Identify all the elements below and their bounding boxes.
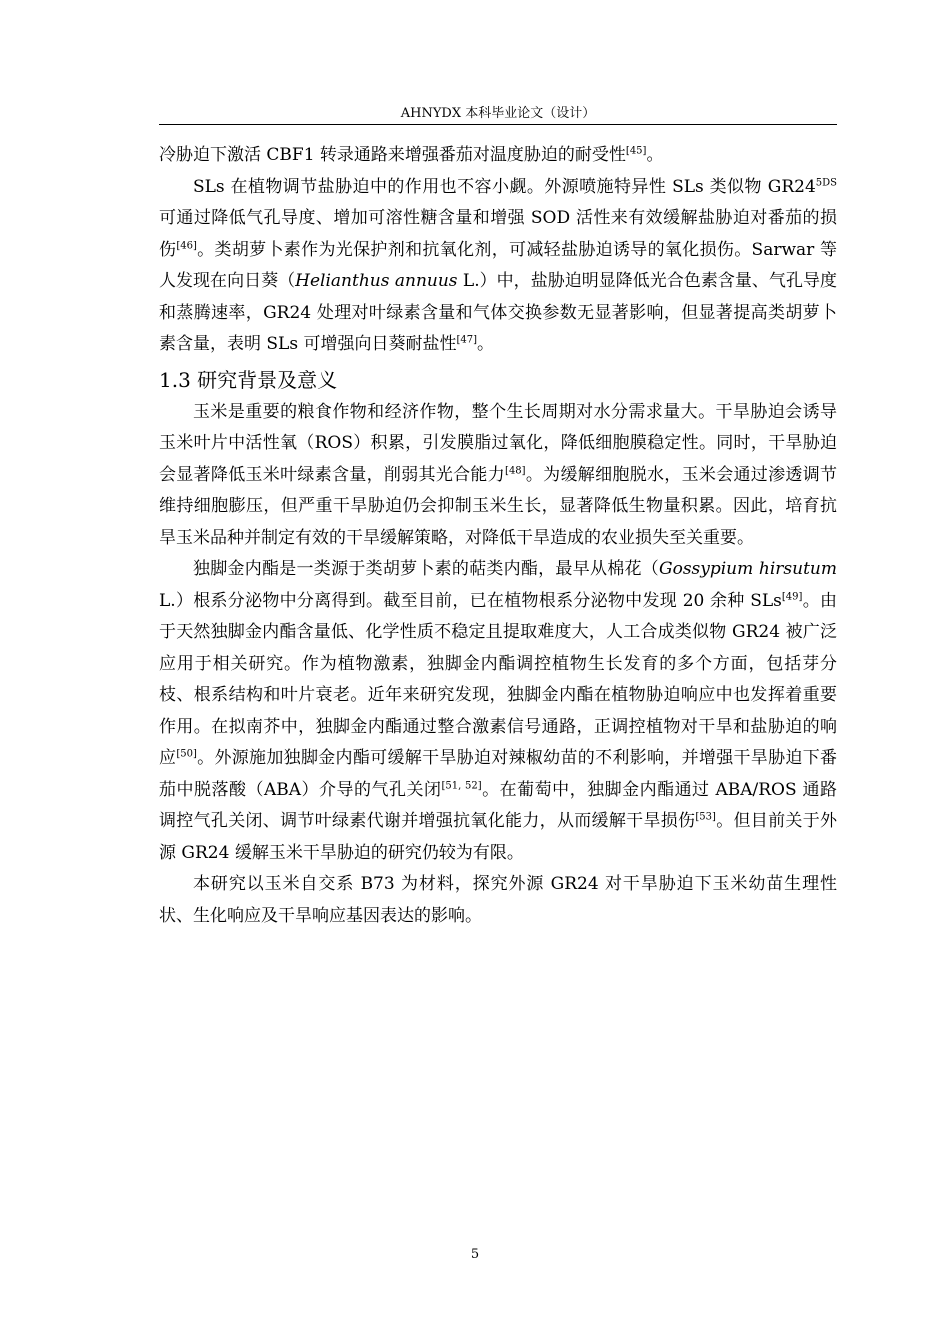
running-header: AHNYDX 本科毕业论文（设计）: [400, 106, 596, 121]
sentence-end: 。: [477, 334, 494, 354]
sentence-end: 。: [646, 145, 664, 165]
species-name: Gossypium hirsutum: [659, 559, 838, 579]
paragraph-text: 。由于天然独脚金内酯含量低、化学性质不稳定且提取难度大，人工合成类似物 GR24 被广泛应用于相关研究。作为植物激素，独脚金内酯调控植物生长发育的多个方面，包括芽分枝、根系结构和叶片衰老。近年来研究发现，独脚金内酯在植物胁迫响应中也发挥着重要作用。在拟南芥中，独脚金内酯通过整合激素信号通路，正调控植物对干旱和盐胁迫的响应: [159, 590, 837, 768]
paragraph-text: 独脚金内酯是一类源于类胡萝卜素的萜类内酯，最早从棉花（: [193, 559, 659, 579]
paragraph-text: 。外源施加独脚金内酯可缓解干旱胁迫对辣椒幼苗的不利影响，并增强干旱胁迫下番茄中脱落酸（ABA）介导的气孔关闭: [159, 748, 838, 800]
main-text: [159, 140, 837, 932]
paragraph-continued: [159, 140, 837, 172]
paragraph-text: 。为缓解细胞脱水，玉米会通过渗透调节维持细胞膨压，但严重干旱胁迫仍会抑制玉米生长，显著降低生物量积累。因此，培育抗旱玉米品种并制定有效的干旱缓解策略，对降低干旱造成的农业损失至关重要。: [159, 464, 838, 548]
citation-ref: [47]: [456, 334, 477, 346]
paragraph-text: L.）根系分泌物中分离得到。截至目前，已在植物根系分泌物中发现 20 余种 SLs: [159, 590, 782, 611]
citation-ref: [46]: [176, 239, 197, 251]
citation-ref: [51, 52]: [441, 779, 482, 791]
superscript-label: 5DS: [815, 176, 837, 188]
paragraph-text: 冷胁迫下激活 CBF1 转录通路来增强番茄对温度胁迫的耐受性: [159, 145, 626, 165]
paragraph-text: SLs 在植物调节盐胁迫中的作用也不容小觑。外源喷施特异性 SLs 类似物 GR24: [193, 176, 816, 197]
paragraph-maize-drought: [159, 397, 837, 555]
citation-ref: [45]: [625, 145, 647, 157]
species-name: Helianthus annuus: [295, 271, 458, 291]
paragraph-text: 本研究以玉米自交系 B73 为材料，探究外源 GR24 对干旱胁迫下玉米幼苗生理性状、生化响应及干旱响应基因表达的影响。: [159, 874, 837, 926]
paragraph-text: 。在葡萄中，独脚金内酯通过 ABA/ROS 通路调控气孔关闭、调节叶绿素代谢并增强抗氧化能力，从而缓解干旱损伤: [159, 779, 838, 831]
header-divider: [159, 124, 837, 125]
citation-ref: [48]: [505, 464, 526, 476]
paragraph-text: 可通过降低气孔导度、增加可溶性糖含量和增强 SOD 活性来有效缓解盐胁迫对番茄的损伤: [159, 208, 837, 260]
paragraph-strigolactone: [159, 554, 837, 869]
paragraph-salt-stress: [159, 172, 837, 361]
page-number: 5: [470, 1247, 480, 1262]
paragraph-study-aim: [159, 869, 837, 932]
citation-ref: [53]: [695, 811, 716, 823]
paragraph-text: 。但目前关于外源 GR24 缓解玉米干旱胁迫的研究仍较为有限。: [159, 811, 838, 863]
paragraph-text: 。类胡萝卜素作为光保护剂和抗氧化剂，可减轻盐胁迫诱导的氧化损伤。Sarwar 等人发现在向日葵（: [159, 239, 838, 291]
citation-ref: [50]: [176, 748, 197, 760]
paragraph-text: 玉米是重要的粮食作物和经济作物，整个生长周期对水分需求量大。干旱胁迫会诱导玉米叶片中活性氧（ROS）积累，引发膜脂过氧化，降低细胞膜稳定性。同时，干旱胁迫会显著降低玉米叶绿素含量，削弱其光合能力: [159, 401, 837, 485]
section-heading: 1.3 研究背景及意义: [159, 367, 338, 392]
paragraph-text: L.）中，盐胁迫明显降低光合色素含量、气孔导度和蒸腾速率，GR24 处理对叶绿素含量和气体交换参数无显著影响，但显著提高类胡萝卜素含量，表明 SLs 可增强向日葵耐盐性: [159, 271, 837, 354]
citation-ref: [49]: [781, 590, 803, 602]
